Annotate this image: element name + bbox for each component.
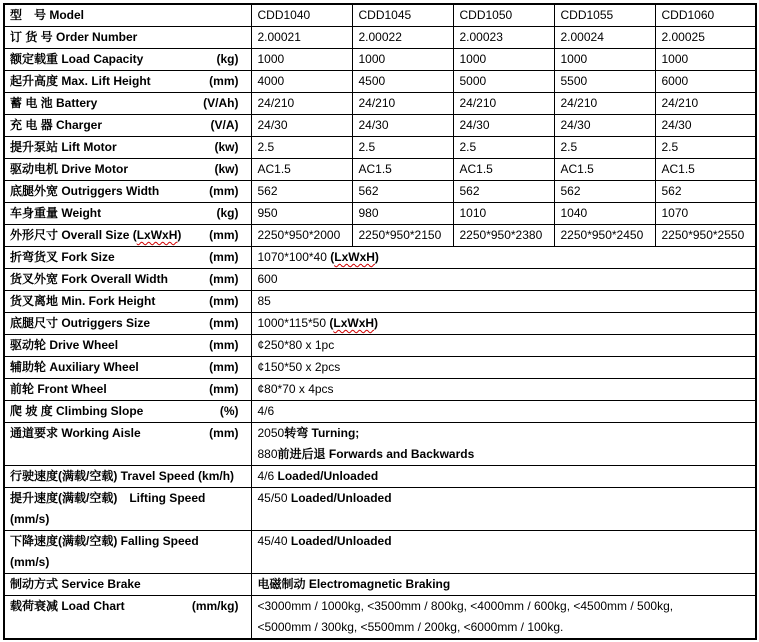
text-segment: LxWxH bbox=[136, 228, 178, 242]
text-segment: Loaded/Unloaded bbox=[290, 491, 392, 505]
row-label-model bbox=[4, 4, 251, 27]
text-segment: ) bbox=[374, 250, 379, 264]
cell-climbing-slope-merged bbox=[251, 401, 756, 423]
label-line bbox=[10, 49, 143, 70]
table-row-model bbox=[4, 4, 756, 27]
text-segment: 下降速度(满载/空载) Falling Speed bbox=[10, 534, 199, 548]
row-label-wrap bbox=[10, 137, 239, 158]
cell-outriggers-width-col2: 562 bbox=[352, 181, 453, 203]
cell-max-lift-height-col2: 4500 bbox=[352, 71, 453, 93]
row-label-text bbox=[10, 71, 151, 92]
label-line bbox=[10, 137, 117, 158]
table-row-climbing-slope bbox=[4, 401, 756, 423]
row-label-front-wheel bbox=[4, 379, 251, 401]
text-segment: 货叉外宽 Fork Overall Width bbox=[10, 272, 168, 286]
row-label-text bbox=[10, 313, 150, 334]
cell-model-col5: CDD1060 bbox=[655, 4, 756, 27]
row-label-max-lift-height bbox=[4, 71, 251, 93]
row-label-text bbox=[10, 181, 159, 202]
table-row-battery bbox=[4, 93, 756, 115]
row-label-text bbox=[10, 531, 199, 573]
text-segment: LxWxH bbox=[333, 316, 375, 330]
row-label-text bbox=[10, 225, 181, 246]
row-label-wrap bbox=[10, 269, 239, 290]
value-line bbox=[258, 269, 753, 290]
table-row-lifting-speed bbox=[4, 488, 756, 531]
value-line bbox=[258, 357, 753, 378]
text-segment: 前进后退 Forwards and Backwards bbox=[277, 447, 475, 461]
cell-drive-motor-col1: AC1.5 bbox=[251, 159, 352, 181]
row-label-order-number bbox=[4, 27, 251, 49]
row-label-lift-motor bbox=[4, 137, 251, 159]
cell-drive-wheel-merged bbox=[251, 335, 756, 357]
cell-order-number-col3: 2.00023 bbox=[453, 27, 554, 49]
cell-model-col4: CDD1055 bbox=[554, 4, 655, 27]
text-segment: ( bbox=[329, 316, 334, 330]
row-label-text bbox=[10, 247, 115, 268]
row-unit-outriggers-width: (mm) bbox=[209, 184, 239, 198]
cell-max-lift-height-col5: 6000 bbox=[655, 71, 756, 93]
value-line bbox=[258, 617, 753, 638]
text-segment: 电磁制动 Electromagnetic Braking bbox=[257, 577, 451, 591]
cell-overall-size-col1: 2250*950*2000 bbox=[251, 225, 352, 247]
text-segment: 4/6 bbox=[257, 469, 278, 483]
text-segment: ) bbox=[374, 316, 379, 330]
table-row-drive-motor bbox=[4, 159, 756, 181]
row-label-wrap bbox=[10, 49, 239, 70]
text-segment: ( bbox=[330, 250, 335, 264]
cell-drive-motor-col2: AC1.5 bbox=[352, 159, 453, 181]
table-row-order-number bbox=[4, 27, 756, 49]
row-unit-weight: (kg) bbox=[216, 206, 239, 220]
row-label-text bbox=[10, 5, 84, 26]
table-row-min-fork-height bbox=[4, 291, 756, 313]
cell-battery-col5: 24/210 bbox=[655, 93, 756, 115]
cell-outriggers-width-col1: 562 bbox=[251, 181, 352, 203]
table-row-overall-size bbox=[4, 225, 756, 247]
row-label-drive-wheel bbox=[4, 335, 251, 357]
cell-weight-col1: 950 bbox=[251, 203, 352, 225]
row-unit-auxiliary-wheel: (mm) bbox=[209, 360, 239, 374]
row-unit-climbing-slope: (%) bbox=[219, 404, 239, 418]
row-label-text bbox=[10, 159, 128, 180]
row-label-text bbox=[10, 115, 102, 136]
cell-outriggers-width-col5: 562 bbox=[655, 181, 756, 203]
text-segment: <3000mm / 1000kg, <3500mm / 800kg, <4000mm / 600kg, <4500mm / 500kg, bbox=[257, 599, 674, 613]
text-segment: 起升高度 Max. Lift Height bbox=[10, 74, 151, 88]
row-label-text bbox=[10, 335, 118, 356]
value-line bbox=[258, 423, 753, 444]
text-segment: 驱动轮 Drive Wheel bbox=[10, 338, 119, 352]
table-row-auxiliary-wheel bbox=[4, 357, 756, 379]
value-line bbox=[258, 335, 753, 356]
text-segment: <5000mm / 300kg, <5500mm / 200kg, <6000mm / 100kg. bbox=[257, 620, 564, 634]
cell-load-chart-merged bbox=[251, 596, 756, 640]
row-label-text bbox=[10, 574, 141, 595]
text-segment: 通道要求 Working Aisle bbox=[10, 426, 141, 440]
row-label-text bbox=[10, 27, 137, 48]
label-line bbox=[10, 466, 234, 487]
cell-max-lift-height-col3: 5000 bbox=[453, 71, 554, 93]
text-segment: 4/6 bbox=[257, 404, 275, 418]
row-label-wrap bbox=[10, 335, 239, 356]
stacker-spec-table bbox=[3, 3, 757, 640]
label-line bbox=[10, 552, 199, 573]
label-line bbox=[10, 27, 137, 48]
label-line bbox=[10, 291, 155, 312]
row-label-wrap bbox=[10, 488, 239, 530]
label-line bbox=[10, 247, 115, 268]
cell-front-wheel-merged bbox=[251, 379, 756, 401]
row-unit-fork-size: (mm) bbox=[209, 250, 239, 264]
cell-order-number-col4: 2.00024 bbox=[554, 27, 655, 49]
spec-table-body bbox=[4, 4, 756, 639]
cell-lift-motor-col3: 2.5 bbox=[453, 137, 554, 159]
value-line bbox=[258, 488, 753, 509]
row-label-weight bbox=[4, 203, 251, 225]
text-segment: 爬 坡 度 Climbing Slope bbox=[10, 404, 144, 418]
cell-weight-col3: 1010 bbox=[453, 203, 554, 225]
text-segment: 1000*115*50 bbox=[257, 316, 330, 330]
row-label-text bbox=[10, 269, 168, 290]
table-row-load-chart bbox=[4, 596, 756, 640]
value-line bbox=[258, 291, 753, 312]
cell-overall-size-col3: 2250*950*2380 bbox=[453, 225, 554, 247]
row-unit-front-wheel: (mm) bbox=[209, 382, 239, 396]
value-line bbox=[258, 531, 753, 552]
text-segment: 底腿尺寸 Outriggers Size bbox=[10, 316, 151, 330]
row-label-wrap bbox=[10, 574, 239, 595]
cell-load-capacity-col5: 1000 bbox=[655, 49, 756, 71]
text-segment: 型 号 Model bbox=[10, 8, 84, 22]
row-label-wrap bbox=[10, 247, 239, 268]
row-label-text bbox=[10, 423, 141, 444]
cell-lift-motor-col4: 2.5 bbox=[554, 137, 655, 159]
row-label-text bbox=[10, 401, 143, 422]
row-unit-outriggers-size: (mm) bbox=[209, 316, 239, 330]
row-label-falling-speed bbox=[4, 531, 251, 574]
row-unit-drive-wheel: (mm) bbox=[209, 338, 239, 352]
label-line bbox=[10, 574, 141, 595]
text-segment: 85 bbox=[257, 294, 271, 308]
cell-load-capacity-col4: 1000 bbox=[554, 49, 655, 71]
label-line bbox=[10, 203, 101, 224]
row-label-wrap bbox=[10, 401, 239, 422]
row-label-outriggers-size bbox=[4, 313, 251, 335]
row-label-wrap bbox=[10, 225, 239, 246]
cell-battery-col1: 24/210 bbox=[251, 93, 352, 115]
row-label-wrap bbox=[10, 466, 239, 487]
row-label-min-fork-height bbox=[4, 291, 251, 313]
value-line bbox=[258, 596, 753, 617]
row-label-wrap bbox=[10, 596, 239, 617]
row-label-wrap bbox=[10, 71, 239, 92]
row-label-wrap bbox=[10, 115, 239, 136]
text-segment: 前轮 Front Wheel bbox=[10, 382, 107, 396]
row-unit-charger: (V/A) bbox=[210, 118, 239, 132]
text-segment: 充 电 器 Charger bbox=[10, 118, 103, 132]
cell-weight-col4: 1040 bbox=[554, 203, 655, 225]
text-segment: ¢150*50 x 2pcs bbox=[257, 360, 341, 374]
row-label-wrap bbox=[10, 27, 239, 48]
text-segment: 转弯 Turning; bbox=[284, 426, 360, 440]
row-label-text bbox=[10, 93, 97, 114]
label-line bbox=[10, 269, 168, 290]
cell-drive-motor-col3: AC1.5 bbox=[453, 159, 554, 181]
text-segment: 订 货 号 Order Number bbox=[10, 30, 138, 44]
cell-service-brake-merged bbox=[251, 574, 756, 596]
cell-drive-motor-col5: AC1.5 bbox=[655, 159, 756, 181]
text-segment: 载荷衰减 Load Chart bbox=[10, 599, 125, 613]
label-line bbox=[10, 5, 84, 26]
value-line bbox=[258, 247, 753, 268]
table-row-travel-speed bbox=[4, 466, 756, 488]
label-line bbox=[10, 401, 143, 422]
text-segment: 2050 bbox=[257, 426, 285, 440]
table-row-weight bbox=[4, 203, 756, 225]
text-segment: 提升泵站 Lift Motor bbox=[10, 140, 117, 154]
table-row-fork-size bbox=[4, 247, 756, 269]
cell-battery-col4: 24/210 bbox=[554, 93, 655, 115]
table-row-service-brake bbox=[4, 574, 756, 596]
row-unit-max-lift-height: (mm) bbox=[209, 74, 239, 88]
text-segment: (mm/s) bbox=[10, 512, 50, 526]
row-label-load-capacity bbox=[4, 49, 251, 71]
row-unit-battery: (V/Ah) bbox=[203, 96, 239, 110]
cell-model-col2: CDD1045 bbox=[352, 4, 453, 27]
row-unit-drive-motor: (kw) bbox=[214, 162, 239, 176]
cell-outriggers-size-merged bbox=[251, 313, 756, 335]
row-label-lifting-speed bbox=[4, 488, 251, 531]
cell-falling-speed-merged bbox=[251, 531, 756, 574]
row-label-text bbox=[10, 379, 107, 400]
cell-lift-motor-col5: 2.5 bbox=[655, 137, 756, 159]
row-label-text bbox=[10, 291, 155, 312]
cell-model-col3: CDD1050 bbox=[453, 4, 554, 27]
text-segment: 额定载重 Load Capacity bbox=[10, 52, 144, 66]
text-segment: Loaded/Unloaded bbox=[277, 469, 379, 483]
row-label-wrap bbox=[10, 531, 239, 573]
row-label-wrap bbox=[10, 423, 239, 444]
row-label-text bbox=[10, 203, 101, 224]
cell-overall-size-col5: 2250*950*2550 bbox=[655, 225, 756, 247]
row-label-fork-overall-width bbox=[4, 269, 251, 291]
text-segment: 车身重量 Weight bbox=[10, 206, 102, 220]
value-line bbox=[258, 379, 753, 400]
row-label-wrap bbox=[10, 203, 239, 224]
label-line bbox=[10, 357, 139, 378]
row-label-wrap bbox=[10, 5, 239, 26]
label-line bbox=[10, 531, 199, 552]
row-label-overall-size bbox=[4, 225, 251, 247]
row-label-text bbox=[10, 357, 139, 378]
row-label-text bbox=[10, 137, 117, 158]
text-segment: 600 bbox=[257, 272, 278, 286]
row-label-outriggers-width bbox=[4, 181, 251, 203]
cell-overall-size-col2: 2250*950*2150 bbox=[352, 225, 453, 247]
value-line bbox=[258, 401, 753, 422]
text-segment: ¢250*80 x 1pc bbox=[257, 338, 335, 352]
label-line bbox=[10, 93, 97, 114]
row-label-wrap bbox=[10, 291, 239, 312]
cell-battery-col2: 24/210 bbox=[352, 93, 453, 115]
row-label-wrap bbox=[10, 379, 239, 400]
row-label-wrap bbox=[10, 181, 239, 202]
table-row-load-capacity bbox=[4, 49, 756, 71]
label-line bbox=[10, 596, 125, 617]
value-line bbox=[258, 466, 753, 487]
table-row-outriggers-width bbox=[4, 181, 756, 203]
cell-charger-col1: 24/30 bbox=[251, 115, 352, 137]
row-label-text bbox=[10, 488, 205, 530]
cell-travel-speed-merged bbox=[251, 466, 756, 488]
text-segment: 外形尺寸 Overall Size ( bbox=[10, 228, 137, 242]
row-label-wrap bbox=[10, 313, 239, 334]
text-segment: 蓄 电 池 Battery bbox=[10, 96, 98, 110]
label-line bbox=[10, 509, 205, 530]
row-unit-lift-motor: (kw) bbox=[214, 140, 239, 154]
text-segment: 折弯货叉 Fork Size bbox=[10, 250, 115, 264]
table-row-fork-overall-width bbox=[4, 269, 756, 291]
cell-load-capacity-col2: 1000 bbox=[352, 49, 453, 71]
label-line bbox=[10, 423, 141, 444]
table-row-drive-wheel bbox=[4, 335, 756, 357]
cell-auxiliary-wheel-merged bbox=[251, 357, 756, 379]
cell-working-aisle-merged bbox=[251, 423, 756, 466]
label-line bbox=[10, 335, 118, 356]
row-label-climbing-slope bbox=[4, 401, 251, 423]
cell-charger-col3: 24/30 bbox=[453, 115, 554, 137]
row-label-load-chart bbox=[4, 596, 251, 640]
value-line bbox=[258, 444, 753, 465]
cell-max-lift-height-col1: 4000 bbox=[251, 71, 352, 93]
label-line bbox=[10, 313, 150, 334]
cell-min-fork-height-merged bbox=[251, 291, 756, 313]
label-line bbox=[10, 488, 205, 509]
table-row-max-lift-height bbox=[4, 71, 756, 93]
row-label-text bbox=[10, 596, 125, 617]
text-segment: (mm/s) bbox=[10, 555, 50, 569]
text-segment: ) bbox=[177, 228, 182, 242]
cell-order-number-col5: 2.00025 bbox=[655, 27, 756, 49]
text-segment: ¢80*70 x 4pcs bbox=[257, 382, 334, 396]
table-row-outriggers-size bbox=[4, 313, 756, 335]
label-line bbox=[10, 379, 107, 400]
value-line bbox=[258, 313, 753, 334]
text-segment: 880 bbox=[257, 447, 278, 461]
cell-battery-col3: 24/210 bbox=[453, 93, 554, 115]
cell-charger-col5: 24/30 bbox=[655, 115, 756, 137]
row-label-travel-speed bbox=[4, 466, 251, 488]
row-label-wrap bbox=[10, 159, 239, 180]
row-label-wrap bbox=[10, 93, 239, 114]
row-label-text bbox=[10, 49, 143, 70]
cell-outriggers-width-col4: 562 bbox=[554, 181, 655, 203]
text-segment: 1070*100*40 bbox=[257, 250, 331, 264]
cell-load-capacity-col1: 1000 bbox=[251, 49, 352, 71]
table-row-falling-speed bbox=[4, 531, 756, 574]
row-label-working-aisle bbox=[4, 423, 251, 466]
text-segment: 提升速度(满载/空载) Lifting Speed bbox=[10, 491, 206, 505]
cell-overall-size-col4: 2250*950*2450 bbox=[554, 225, 655, 247]
cell-load-capacity-col3: 1000 bbox=[453, 49, 554, 71]
row-label-charger bbox=[4, 115, 251, 137]
text-segment: 辅助轮 Auxiliary Wheel bbox=[10, 360, 139, 374]
row-unit-working-aisle: (mm) bbox=[209, 426, 239, 440]
cell-order-number-col2: 2.00022 bbox=[352, 27, 453, 49]
cell-weight-col5: 1070 bbox=[655, 203, 756, 225]
row-unit-min-fork-height: (mm) bbox=[209, 294, 239, 308]
text-segment: 货叉离地 Min. Fork Height bbox=[10, 294, 156, 308]
cell-lifting-speed-merged bbox=[251, 488, 756, 531]
row-label-auxiliary-wheel bbox=[4, 357, 251, 379]
table-row-charger bbox=[4, 115, 756, 137]
text-segment: 45/50 bbox=[257, 491, 291, 505]
label-line bbox=[10, 225, 181, 246]
cell-charger-col2: 24/30 bbox=[352, 115, 453, 137]
table-row-front-wheel bbox=[4, 379, 756, 401]
table-row-lift-motor bbox=[4, 137, 756, 159]
row-unit-load-chart: (mm/kg) bbox=[191, 599, 239, 613]
value-line bbox=[258, 574, 753, 595]
cell-weight-col2: 980 bbox=[352, 203, 453, 225]
cell-model-col1: CDD1040 bbox=[251, 4, 352, 27]
label-line bbox=[10, 159, 128, 180]
text-segment: 制动方式 Service Brake bbox=[10, 577, 141, 591]
row-unit-load-capacity: (kg) bbox=[216, 52, 239, 66]
text-segment: 45/40 bbox=[257, 534, 291, 548]
label-line bbox=[10, 181, 159, 202]
cell-drive-motor-col4: AC1.5 bbox=[554, 159, 655, 181]
cell-lift-motor-col2: 2.5 bbox=[352, 137, 453, 159]
label-line bbox=[10, 115, 102, 136]
text-segment: 驱动电机 Drive Motor bbox=[10, 162, 129, 176]
row-label-battery bbox=[4, 93, 251, 115]
cell-order-number-col1: 2.00021 bbox=[251, 27, 352, 49]
row-unit-overall-size: (mm) bbox=[209, 228, 239, 242]
cell-outriggers-width-col3: 562 bbox=[453, 181, 554, 203]
cell-charger-col4: 24/30 bbox=[554, 115, 655, 137]
text-segment: LxWxH bbox=[334, 250, 375, 264]
text-segment: 行驶速度(满载/空载) Travel Speed (km/h) bbox=[10, 469, 235, 483]
text-segment: 底腿外宽 Outriggers Width bbox=[10, 184, 160, 198]
row-label-wrap bbox=[10, 357, 239, 378]
cell-max-lift-height-col4: 5500 bbox=[554, 71, 655, 93]
cell-lift-motor-col1: 2.5 bbox=[251, 137, 352, 159]
row-label-service-brake bbox=[4, 574, 251, 596]
row-unit-fork-overall-width: (mm) bbox=[209, 272, 239, 286]
row-label-fork-size bbox=[4, 247, 251, 269]
row-label-text bbox=[10, 466, 234, 487]
row-label-drive-motor bbox=[4, 159, 251, 181]
table-row-working-aisle bbox=[4, 423, 756, 466]
cell-fork-size-merged bbox=[251, 247, 756, 269]
cell-fork-overall-width-merged bbox=[251, 269, 756, 291]
text-segment: Loaded/Unloaded bbox=[290, 534, 392, 548]
label-line bbox=[10, 71, 151, 92]
